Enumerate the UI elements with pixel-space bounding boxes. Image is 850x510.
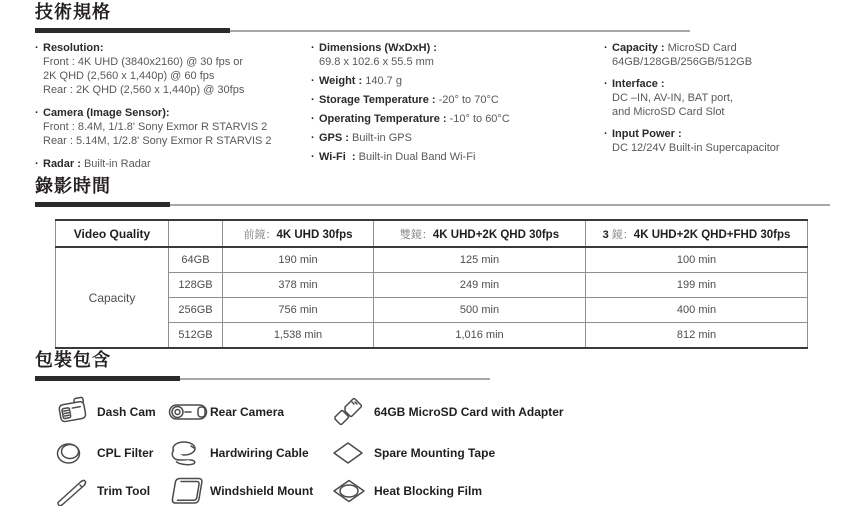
specs-column-3 xyxy=(604,41,850,163)
header-dual-lens xyxy=(374,220,586,247)
hardwiring-cable-icon xyxy=(168,439,210,467)
package-item-dash-cam xyxy=(55,396,168,428)
table-row xyxy=(56,323,808,349)
table-row xyxy=(56,247,808,273)
header-prefix: 鏡： xyxy=(611,228,634,241)
package-item-hardwiring-cable xyxy=(168,439,332,467)
spec-label: Radar : xyxy=(43,158,81,170)
spec-item-storage-temp xyxy=(311,93,599,107)
cell-dual: 249 min xyxy=(374,273,586,298)
recording-section-title: 錄影時間 xyxy=(35,176,111,196)
mounting-tape-icon xyxy=(332,441,374,465)
spec-item-wifi xyxy=(311,150,599,164)
cell-dual: 500 min xyxy=(374,298,586,323)
table-row xyxy=(56,273,808,298)
package-item-trim-tool xyxy=(55,476,168,506)
spec-line: Front : 8.4M, 1/1.8' Sony Exmor R STARVIS 2 xyxy=(43,121,268,133)
package-section-title: 包裝包含 xyxy=(35,350,111,370)
header-prefix: 前鏡： xyxy=(243,228,277,241)
spec-line: DC –IN, AV-IN, BAT port, xyxy=(612,92,734,104)
spec-value: -10° to 60°C xyxy=(449,113,510,125)
row-header-capacity: Capacity xyxy=(56,247,169,348)
spec-item-interface xyxy=(604,77,850,119)
spec-label: Resolution: xyxy=(43,42,104,54)
package-item-label: Dash Cam xyxy=(97,405,156,419)
spec-value: MicroSD Card xyxy=(667,42,737,54)
spec-item-input-power xyxy=(604,127,850,155)
spec-label: Input Power : xyxy=(612,128,682,140)
rule-dark-bar xyxy=(35,202,170,207)
spec-value: 140.7 g xyxy=(365,75,402,87)
package-item-label: CPL Filter xyxy=(97,446,154,460)
rule-thin-line xyxy=(170,204,830,206)
table-row xyxy=(56,298,808,323)
cell-dual: 1,016 min xyxy=(374,323,586,349)
table-header-row xyxy=(56,220,808,247)
spec-value: Built-in Radar xyxy=(83,158,151,170)
spec-label: Wi-Fi : xyxy=(319,151,356,163)
spec-label: Capacity : xyxy=(612,42,665,54)
rule-dark-bar xyxy=(35,28,230,33)
package-item-label: Spare Mounting Tape xyxy=(374,446,496,460)
spec-line: DC 12/24V Built-in Supercapacitor xyxy=(612,142,780,154)
package-item-label: 64GB MicroSD Card with Adapter xyxy=(374,405,564,419)
package-item-cpl-filter xyxy=(55,440,168,466)
spec-line: 69.8 x 102.6 x 55.5 mm xyxy=(319,56,434,68)
specs-section-title: 技術規格 xyxy=(35,2,111,22)
spec-label: GPS : xyxy=(319,132,349,144)
rule-thin-line xyxy=(230,30,690,32)
spec-line: Front : 4K UHD (3840x2160) @ 30 fps or xyxy=(43,56,244,68)
cell-triple: 400 min xyxy=(586,298,808,323)
cell-size: 512GB xyxy=(169,323,223,349)
cell-size: 128GB xyxy=(169,273,223,298)
package-item-rear-camera xyxy=(168,400,332,424)
header-video-quality: Video Quality xyxy=(56,220,169,247)
spec-line: 2K QHD (2,560 x 1,440p) @ 60 fps xyxy=(43,70,215,82)
header-value: 4K UHD 30fps xyxy=(276,228,353,241)
specs-column-2 xyxy=(311,41,599,169)
cell-front: 190 min xyxy=(223,247,374,273)
spec-label: Weight : xyxy=(319,75,363,87)
package-item-windshield-mount xyxy=(168,476,332,506)
cell-triple: 812 min xyxy=(586,323,808,349)
spec-value: -20° to 70°C xyxy=(438,94,499,106)
package-item-heat-film xyxy=(332,479,795,503)
cpl-filter-icon xyxy=(55,440,97,466)
spec-line: 64GB/128GB/256GB/512GB xyxy=(612,56,753,68)
package-item-label: Rear Camera xyxy=(210,405,285,419)
cell-front: 756 min xyxy=(223,298,374,323)
package-item-label: Hardwiring Cable xyxy=(210,446,309,460)
specs-column-1 xyxy=(35,41,307,180)
package-section-rule xyxy=(35,376,490,382)
package-item-label: Windshield Mount xyxy=(210,484,314,498)
spec-item-camera xyxy=(35,106,307,148)
header-value: 4K UHD+2K QHD 30fps xyxy=(432,228,560,241)
spec-line: Rear : 5.14M, 1/2.8' Sony Exmor R STARVIS 2 xyxy=(43,135,272,147)
spec-label: Operating Temperature : xyxy=(319,113,447,125)
header-empty-cell xyxy=(169,220,223,247)
package-item-mounting-tape xyxy=(332,441,795,465)
spec-item-weight xyxy=(311,74,599,88)
rule-dark-bar xyxy=(35,376,180,381)
recording-section-rule xyxy=(35,202,830,208)
heat-blocking-film-icon xyxy=(332,479,374,503)
spec-item-dimensions xyxy=(311,41,599,69)
cell-front: 1,538 min xyxy=(223,323,374,349)
cell-size: 256GB xyxy=(169,298,223,323)
dash-cam-icon xyxy=(55,396,97,428)
recording-time-table xyxy=(55,219,808,349)
spec-label: Storage Temperature : xyxy=(319,94,436,106)
cell-triple: 100 min xyxy=(586,247,808,273)
header-front-lens xyxy=(223,220,374,247)
header-prefix: 雙鏡： xyxy=(399,228,433,241)
package-item-label: Trim Tool xyxy=(97,484,151,498)
package-item-label: Heat Blocking Film xyxy=(374,484,483,498)
spec-item-operating-temp xyxy=(311,112,599,126)
rear-camera-icon xyxy=(168,400,210,424)
spec-label: Interface : xyxy=(612,78,665,90)
trim-tool-icon xyxy=(55,476,97,506)
windshield-mount-icon xyxy=(168,476,210,506)
header-triple-lens xyxy=(586,220,808,247)
header-prefix-strong: 3 xyxy=(602,228,612,241)
microsd-card-icon xyxy=(332,396,374,428)
spec-item-gps xyxy=(311,131,599,145)
package-items-grid xyxy=(55,390,795,510)
spec-line: and MicroSD Card Slot xyxy=(612,106,725,118)
rule-thin-line xyxy=(180,378,490,380)
spec-label: Dimensions (WxDxH) : xyxy=(319,42,437,54)
spec-item-capacity xyxy=(604,41,850,69)
cell-triple: 199 min xyxy=(586,273,808,298)
spec-item-resolution xyxy=(35,41,307,97)
cell-front: 378 min xyxy=(223,273,374,298)
specs-section-rule xyxy=(35,28,690,34)
cell-size: 64GB xyxy=(169,247,223,273)
spec-label: Camera (Image Sensor): xyxy=(43,107,170,119)
spec-item-radar xyxy=(35,157,307,171)
header-value: 4K UHD+2K QHD+FHD 30fps xyxy=(633,228,791,241)
spec-value: Built-in GPS xyxy=(352,132,412,144)
cell-dual: 125 min xyxy=(374,247,586,273)
spec-value: Built-in Dual Band Wi-Fi xyxy=(358,151,476,163)
package-item-microsd xyxy=(332,396,795,428)
spec-line: Rear : 2K QHD (2,560 x 1,440p) @ 30fps xyxy=(43,84,245,96)
